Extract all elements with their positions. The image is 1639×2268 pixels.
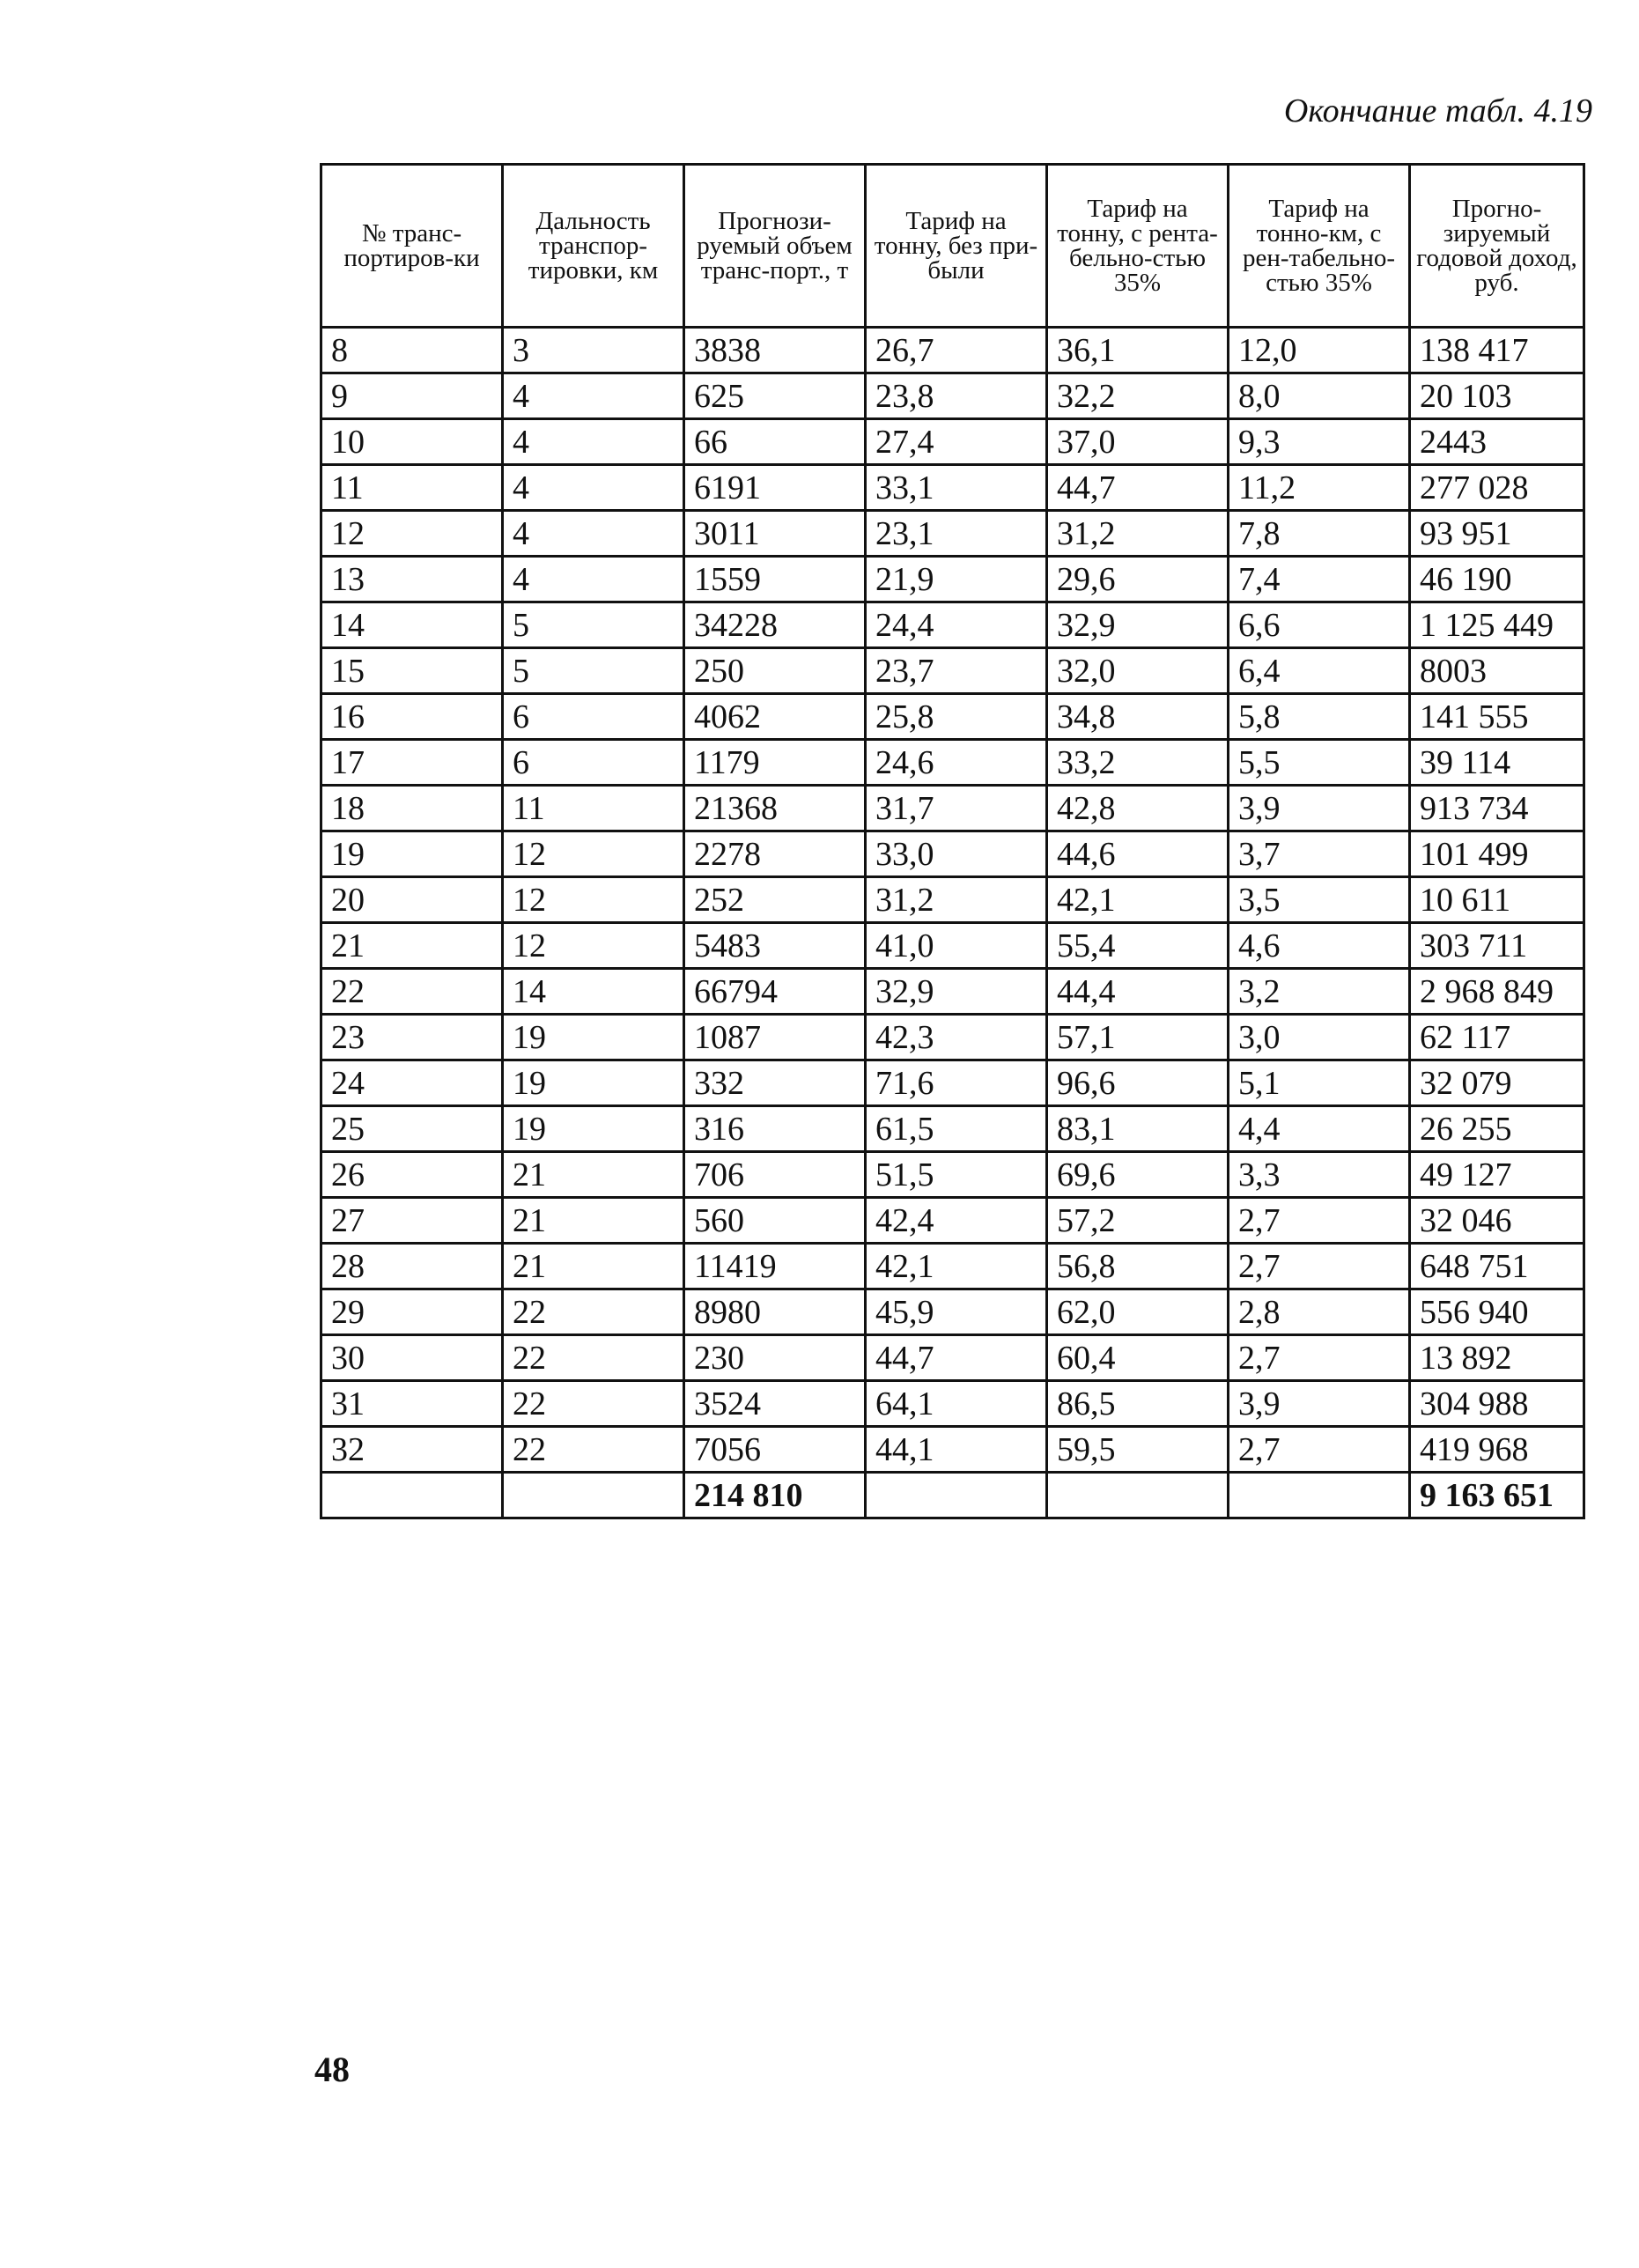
table-row bbox=[321, 740, 1584, 786]
header-tariff-per-ton-km: Тариф на тонно-км, с рен-табельно-стью 35% bbox=[1229, 165, 1410, 328]
cell-tariff-ton-km: 11,2 bbox=[1229, 465, 1410, 511]
cell-tariff-ton-km: 7,4 bbox=[1229, 557, 1410, 602]
cell-tariff-ton-km: 3,2 bbox=[1229, 969, 1410, 1015]
cell-tariff-ton: 51,5 bbox=[866, 1152, 1047, 1198]
cell-transport-number: 13 bbox=[321, 557, 503, 602]
cell-transport-number: 12 bbox=[321, 511, 503, 557]
cell-transport-number: 28 bbox=[321, 1244, 503, 1289]
cell-distance: 4 bbox=[503, 557, 684, 602]
cell-distance: 22 bbox=[503, 1427, 684, 1473]
table-row bbox=[321, 602, 1584, 648]
cell-tariff-ton-km: 7,8 bbox=[1229, 511, 1410, 557]
cell-tariff-ton-profit: 44,4 bbox=[1047, 969, 1229, 1015]
table-body bbox=[321, 328, 1584, 1518]
cell-tariff-ton-profit: 37,0 bbox=[1047, 419, 1229, 465]
table-row bbox=[321, 419, 1584, 465]
cell-transport-number: 9 bbox=[321, 373, 503, 419]
cell-annual-income: 141 555 bbox=[1410, 694, 1584, 740]
cell-volume: 66 bbox=[684, 419, 866, 465]
cell-distance: 5 bbox=[503, 648, 684, 694]
cell-transport-number: 31 bbox=[321, 1381, 503, 1427]
cell-annual-income: 39 114 bbox=[1410, 740, 1584, 786]
cell-volume: 66794 bbox=[684, 969, 866, 1015]
total-cell-annual-income: 9 163 651 bbox=[1410, 1473, 1584, 1518]
table-row bbox=[321, 1289, 1584, 1335]
cell-transport-number: 8 bbox=[321, 328, 503, 373]
cell-annual-income: 101 499 bbox=[1410, 831, 1584, 877]
table-row bbox=[321, 1335, 1584, 1381]
table-row bbox=[321, 1244, 1584, 1289]
cell-tariff-ton: 23,7 bbox=[866, 648, 1047, 694]
cell-tariff-ton-profit: 34,8 bbox=[1047, 694, 1229, 740]
cell-annual-income: 13 892 bbox=[1410, 1335, 1584, 1381]
cell-tariff-ton-km: 6,6 bbox=[1229, 602, 1410, 648]
table-row bbox=[321, 1060, 1584, 1106]
cell-tariff-ton: 25,8 bbox=[866, 694, 1047, 740]
cell-volume: 7056 bbox=[684, 1427, 866, 1473]
cell-volume: 1559 bbox=[684, 557, 866, 602]
table-row bbox=[321, 1106, 1584, 1152]
cell-tariff-ton: 33,0 bbox=[866, 831, 1047, 877]
header-distance: Дальность транспор-тировки, км bbox=[503, 165, 684, 328]
cell-annual-income: 20 103 bbox=[1410, 373, 1584, 419]
cell-tariff-ton: 21,9 bbox=[866, 557, 1047, 602]
cell-tariff-ton-km: 2,8 bbox=[1229, 1289, 1410, 1335]
table-row bbox=[321, 511, 1584, 557]
cell-tariff-ton: 31,7 bbox=[866, 786, 1047, 831]
cell-tariff-ton-km: 6,4 bbox=[1229, 648, 1410, 694]
cell-tariff-ton-km: 4,4 bbox=[1229, 1106, 1410, 1152]
cell-volume: 1179 bbox=[684, 740, 866, 786]
cell-volume: 230 bbox=[684, 1335, 866, 1381]
cell-tariff-ton: 61,5 bbox=[866, 1106, 1047, 1152]
cell-tariff-ton-km: 4,6 bbox=[1229, 923, 1410, 969]
cell-distance: 3 bbox=[503, 328, 684, 373]
cell-distance: 19 bbox=[503, 1106, 684, 1152]
freight-tariff-table bbox=[320, 163, 1585, 1519]
table-row bbox=[321, 373, 1584, 419]
cell-volume: 1087 bbox=[684, 1015, 866, 1060]
cell-tariff-ton-km: 2,7 bbox=[1229, 1244, 1410, 1289]
cell-tariff-ton-profit: 57,1 bbox=[1047, 1015, 1229, 1060]
cell-tariff-ton: 33,1 bbox=[866, 465, 1047, 511]
cell-tariff-ton-profit: 59,5 bbox=[1047, 1427, 1229, 1473]
cell-annual-income: 913 734 bbox=[1410, 786, 1584, 831]
cell-annual-income: 2443 bbox=[1410, 419, 1584, 465]
table-row bbox=[321, 969, 1584, 1015]
cell-transport-number: 15 bbox=[321, 648, 503, 694]
cell-tariff-ton: 42,3 bbox=[866, 1015, 1047, 1060]
cell-annual-income: 46 190 bbox=[1410, 557, 1584, 602]
cell-tariff-ton: 42,4 bbox=[866, 1198, 1047, 1244]
cell-distance: 19 bbox=[503, 1015, 684, 1060]
table-total-row bbox=[321, 1473, 1584, 1518]
cell-annual-income: 277 028 bbox=[1410, 465, 1584, 511]
table-header-row bbox=[321, 165, 1584, 328]
table-row bbox=[321, 923, 1584, 969]
cell-annual-income: 26 255 bbox=[1410, 1106, 1584, 1152]
cell-tariff-ton: 71,6 bbox=[866, 1060, 1047, 1106]
cell-annual-income: 93 951 bbox=[1410, 511, 1584, 557]
cell-tariff-ton: 23,8 bbox=[866, 373, 1047, 419]
cell-transport-number: 30 bbox=[321, 1335, 503, 1381]
cell-tariff-ton-km: 3,5 bbox=[1229, 877, 1410, 923]
header-tariff-per-ton-no-profit: Тариф на тонну, без при-были bbox=[866, 165, 1047, 328]
cell-annual-income: 419 968 bbox=[1410, 1427, 1584, 1473]
cell-tariff-ton-km: 3,0 bbox=[1229, 1015, 1410, 1060]
cell-tariff-ton-profit: 86,5 bbox=[1047, 1381, 1229, 1427]
table-row bbox=[321, 328, 1584, 373]
cell-tariff-ton-profit: 44,7 bbox=[1047, 465, 1229, 511]
total-cell-volume: 214 810 bbox=[684, 1473, 866, 1518]
cell-tariff-ton-profit: 56,8 bbox=[1047, 1244, 1229, 1289]
cell-tariff-ton: 24,4 bbox=[866, 602, 1047, 648]
cell-tariff-ton-profit: 96,6 bbox=[1047, 1060, 1229, 1106]
cell-annual-income: 2 968 849 bbox=[1410, 969, 1584, 1015]
header-tariff-per-ton-profit: Тариф на тонну, с рента-бельно-стью 35% bbox=[1047, 165, 1229, 328]
cell-transport-number: 14 bbox=[321, 602, 503, 648]
header-forecast-volume: Прогнози-руемый объем транс-порт., т bbox=[684, 165, 866, 328]
cell-annual-income: 1 125 449 bbox=[1410, 602, 1584, 648]
cell-transport-number: 17 bbox=[321, 740, 503, 786]
cell-tariff-ton-profit: 57,2 bbox=[1047, 1198, 1229, 1244]
cell-tariff-ton-profit: 32,0 bbox=[1047, 648, 1229, 694]
cell-volume: 8980 bbox=[684, 1289, 866, 1335]
total-cell-tariff-ton-km bbox=[1229, 1473, 1410, 1518]
cell-volume: 3011 bbox=[684, 511, 866, 557]
table-row bbox=[321, 465, 1584, 511]
cell-annual-income: 32 079 bbox=[1410, 1060, 1584, 1106]
cell-distance: 6 bbox=[503, 740, 684, 786]
cell-transport-number: 18 bbox=[321, 786, 503, 831]
cell-distance: 12 bbox=[503, 923, 684, 969]
cell-tariff-ton-profit: 60,4 bbox=[1047, 1335, 1229, 1381]
table-row bbox=[321, 1198, 1584, 1244]
header-transport-number: № транс-портиров-ки bbox=[321, 165, 503, 328]
cell-tariff-ton-km: 12,0 bbox=[1229, 328, 1410, 373]
cell-distance: 21 bbox=[503, 1152, 684, 1198]
table-row bbox=[321, 1381, 1584, 1427]
cell-distance: 22 bbox=[503, 1381, 684, 1427]
cell-tariff-ton-km: 5,1 bbox=[1229, 1060, 1410, 1106]
cell-annual-income: 10 611 bbox=[1410, 877, 1584, 923]
cell-transport-number: 25 bbox=[321, 1106, 503, 1152]
cell-tariff-ton-profit: 32,9 bbox=[1047, 602, 1229, 648]
cell-transport-number: 22 bbox=[321, 969, 503, 1015]
cell-distance: 4 bbox=[503, 465, 684, 511]
table-row bbox=[321, 1427, 1584, 1473]
table-row bbox=[321, 1152, 1584, 1198]
cell-distance: 12 bbox=[503, 831, 684, 877]
header-annual-income: Прогно-зируемый годовой доход, руб. bbox=[1410, 165, 1584, 328]
cell-tariff-ton: 27,4 bbox=[866, 419, 1047, 465]
table-row bbox=[321, 694, 1584, 740]
cell-transport-number: 23 bbox=[321, 1015, 503, 1060]
cell-transport-number: 27 bbox=[321, 1198, 503, 1244]
cell-tariff-ton-km: 2,7 bbox=[1229, 1198, 1410, 1244]
cell-annual-income: 303 711 bbox=[1410, 923, 1584, 969]
cell-distance: 22 bbox=[503, 1335, 684, 1381]
cell-tariff-ton-km: 3,9 bbox=[1229, 1381, 1410, 1427]
cell-tariff-ton-km: 5,5 bbox=[1229, 740, 1410, 786]
cell-distance: 5 bbox=[503, 602, 684, 648]
cell-tariff-ton-profit: 31,2 bbox=[1047, 511, 1229, 557]
page-number: 48 bbox=[314, 2050, 350, 2089]
cell-volume: 316 bbox=[684, 1106, 866, 1152]
table-row bbox=[321, 786, 1584, 831]
cell-transport-number: 10 bbox=[321, 419, 503, 465]
cell-volume: 250 bbox=[684, 648, 866, 694]
cell-volume: 625 bbox=[684, 373, 866, 419]
cell-tariff-ton: 23,1 bbox=[866, 511, 1047, 557]
cell-distance: 4 bbox=[503, 419, 684, 465]
cell-volume: 5483 bbox=[684, 923, 866, 969]
table-row bbox=[321, 831, 1584, 877]
cell-distance: 21 bbox=[503, 1244, 684, 1289]
cell-volume: 4062 bbox=[684, 694, 866, 740]
cell-annual-income: 556 940 bbox=[1410, 1289, 1584, 1335]
cell-tariff-ton-km: 3,7 bbox=[1229, 831, 1410, 877]
cell-distance: 4 bbox=[503, 373, 684, 419]
cell-tariff-ton: 32,9 bbox=[866, 969, 1047, 1015]
cell-transport-number: 29 bbox=[321, 1289, 503, 1335]
table-row bbox=[321, 877, 1584, 923]
total-cell-distance bbox=[503, 1473, 684, 1518]
cell-tariff-ton: 31,2 bbox=[866, 877, 1047, 923]
table-row bbox=[321, 648, 1584, 694]
cell-tariff-ton: 64,1 bbox=[866, 1381, 1047, 1427]
cell-tariff-ton: 24,6 bbox=[866, 740, 1047, 786]
cell-annual-income: 32 046 bbox=[1410, 1198, 1584, 1244]
cell-transport-number: 32 bbox=[321, 1427, 503, 1473]
cell-annual-income: 49 127 bbox=[1410, 1152, 1584, 1198]
cell-volume: 560 bbox=[684, 1198, 866, 1244]
cell-transport-number: 26 bbox=[321, 1152, 503, 1198]
cell-tariff-ton-km: 3,9 bbox=[1229, 786, 1410, 831]
cell-volume: 3838 bbox=[684, 328, 866, 373]
table-row bbox=[321, 1015, 1584, 1060]
cell-tariff-ton-profit: 62,0 bbox=[1047, 1289, 1229, 1335]
table-row bbox=[321, 557, 1584, 602]
cell-volume: 2278 bbox=[684, 831, 866, 877]
cell-tariff-ton: 41,0 bbox=[866, 923, 1047, 969]
table-caption: Окончание табл. 4.19 bbox=[1283, 92, 1592, 129]
cell-tariff-ton-profit: 44,6 bbox=[1047, 831, 1229, 877]
cell-tariff-ton: 44,1 bbox=[866, 1427, 1047, 1473]
cell-tariff-ton-profit: 32,2 bbox=[1047, 373, 1229, 419]
cell-volume: 34228 bbox=[684, 602, 866, 648]
cell-distance: 4 bbox=[503, 511, 684, 557]
cell-volume: 6191 bbox=[684, 465, 866, 511]
cell-transport-number: 24 bbox=[321, 1060, 503, 1106]
cell-tariff-ton-profit: 42,1 bbox=[1047, 877, 1229, 923]
cell-distance: 6 bbox=[503, 694, 684, 740]
cell-transport-number: 11 bbox=[321, 465, 503, 511]
cell-distance: 12 bbox=[503, 877, 684, 923]
cell-tariff-ton: 44,7 bbox=[866, 1335, 1047, 1381]
cell-volume: 11419 bbox=[684, 1244, 866, 1289]
cell-tariff-ton-km: 5,8 bbox=[1229, 694, 1410, 740]
cell-volume: 706 bbox=[684, 1152, 866, 1198]
cell-distance: 19 bbox=[503, 1060, 684, 1106]
total-cell-tariff-ton-profit bbox=[1047, 1473, 1229, 1518]
cell-transport-number: 20 bbox=[321, 877, 503, 923]
cell-transport-number: 16 bbox=[321, 694, 503, 740]
total-cell-tariff-ton bbox=[866, 1473, 1047, 1518]
cell-tariff-ton-profit: 29,6 bbox=[1047, 557, 1229, 602]
cell-tariff-ton-km: 8,0 bbox=[1229, 373, 1410, 419]
cell-volume: 332 bbox=[684, 1060, 866, 1106]
cell-volume: 21368 bbox=[684, 786, 866, 831]
total-cell-transport-number bbox=[321, 1473, 503, 1518]
cell-tariff-ton-profit: 55,4 bbox=[1047, 923, 1229, 969]
cell-tariff-ton-profit: 36,1 bbox=[1047, 328, 1229, 373]
cell-distance: 14 bbox=[503, 969, 684, 1015]
cell-transport-number: 19 bbox=[321, 831, 503, 877]
cell-distance: 21 bbox=[503, 1198, 684, 1244]
cell-annual-income: 8003 bbox=[1410, 648, 1584, 694]
cell-tariff-ton-profit: 69,6 bbox=[1047, 1152, 1229, 1198]
cell-tariff-ton-km: 2,7 bbox=[1229, 1427, 1410, 1473]
cell-tariff-ton: 26,7 bbox=[866, 328, 1047, 373]
cell-annual-income: 304 988 bbox=[1410, 1381, 1584, 1427]
cell-volume: 3524 bbox=[684, 1381, 866, 1427]
cell-tariff-ton-km: 3,3 bbox=[1229, 1152, 1410, 1198]
cell-tariff-ton-profit: 42,8 bbox=[1047, 786, 1229, 831]
cell-tariff-ton-profit: 33,2 bbox=[1047, 740, 1229, 786]
cell-tariff-ton-km: 2,7 bbox=[1229, 1335, 1410, 1381]
cell-annual-income: 62 117 bbox=[1410, 1015, 1584, 1060]
cell-distance: 11 bbox=[503, 786, 684, 831]
cell-annual-income: 648 751 bbox=[1410, 1244, 1584, 1289]
cell-tariff-ton-km: 9,3 bbox=[1229, 419, 1410, 465]
cell-distance: 22 bbox=[503, 1289, 684, 1335]
cell-volume: 252 bbox=[684, 877, 866, 923]
cell-annual-income: 138 417 bbox=[1410, 328, 1584, 373]
cell-tariff-ton: 42,1 bbox=[866, 1244, 1047, 1289]
cell-transport-number: 21 bbox=[321, 923, 503, 969]
cell-tariff-ton: 45,9 bbox=[866, 1289, 1047, 1335]
cell-tariff-ton-profit: 83,1 bbox=[1047, 1106, 1229, 1152]
